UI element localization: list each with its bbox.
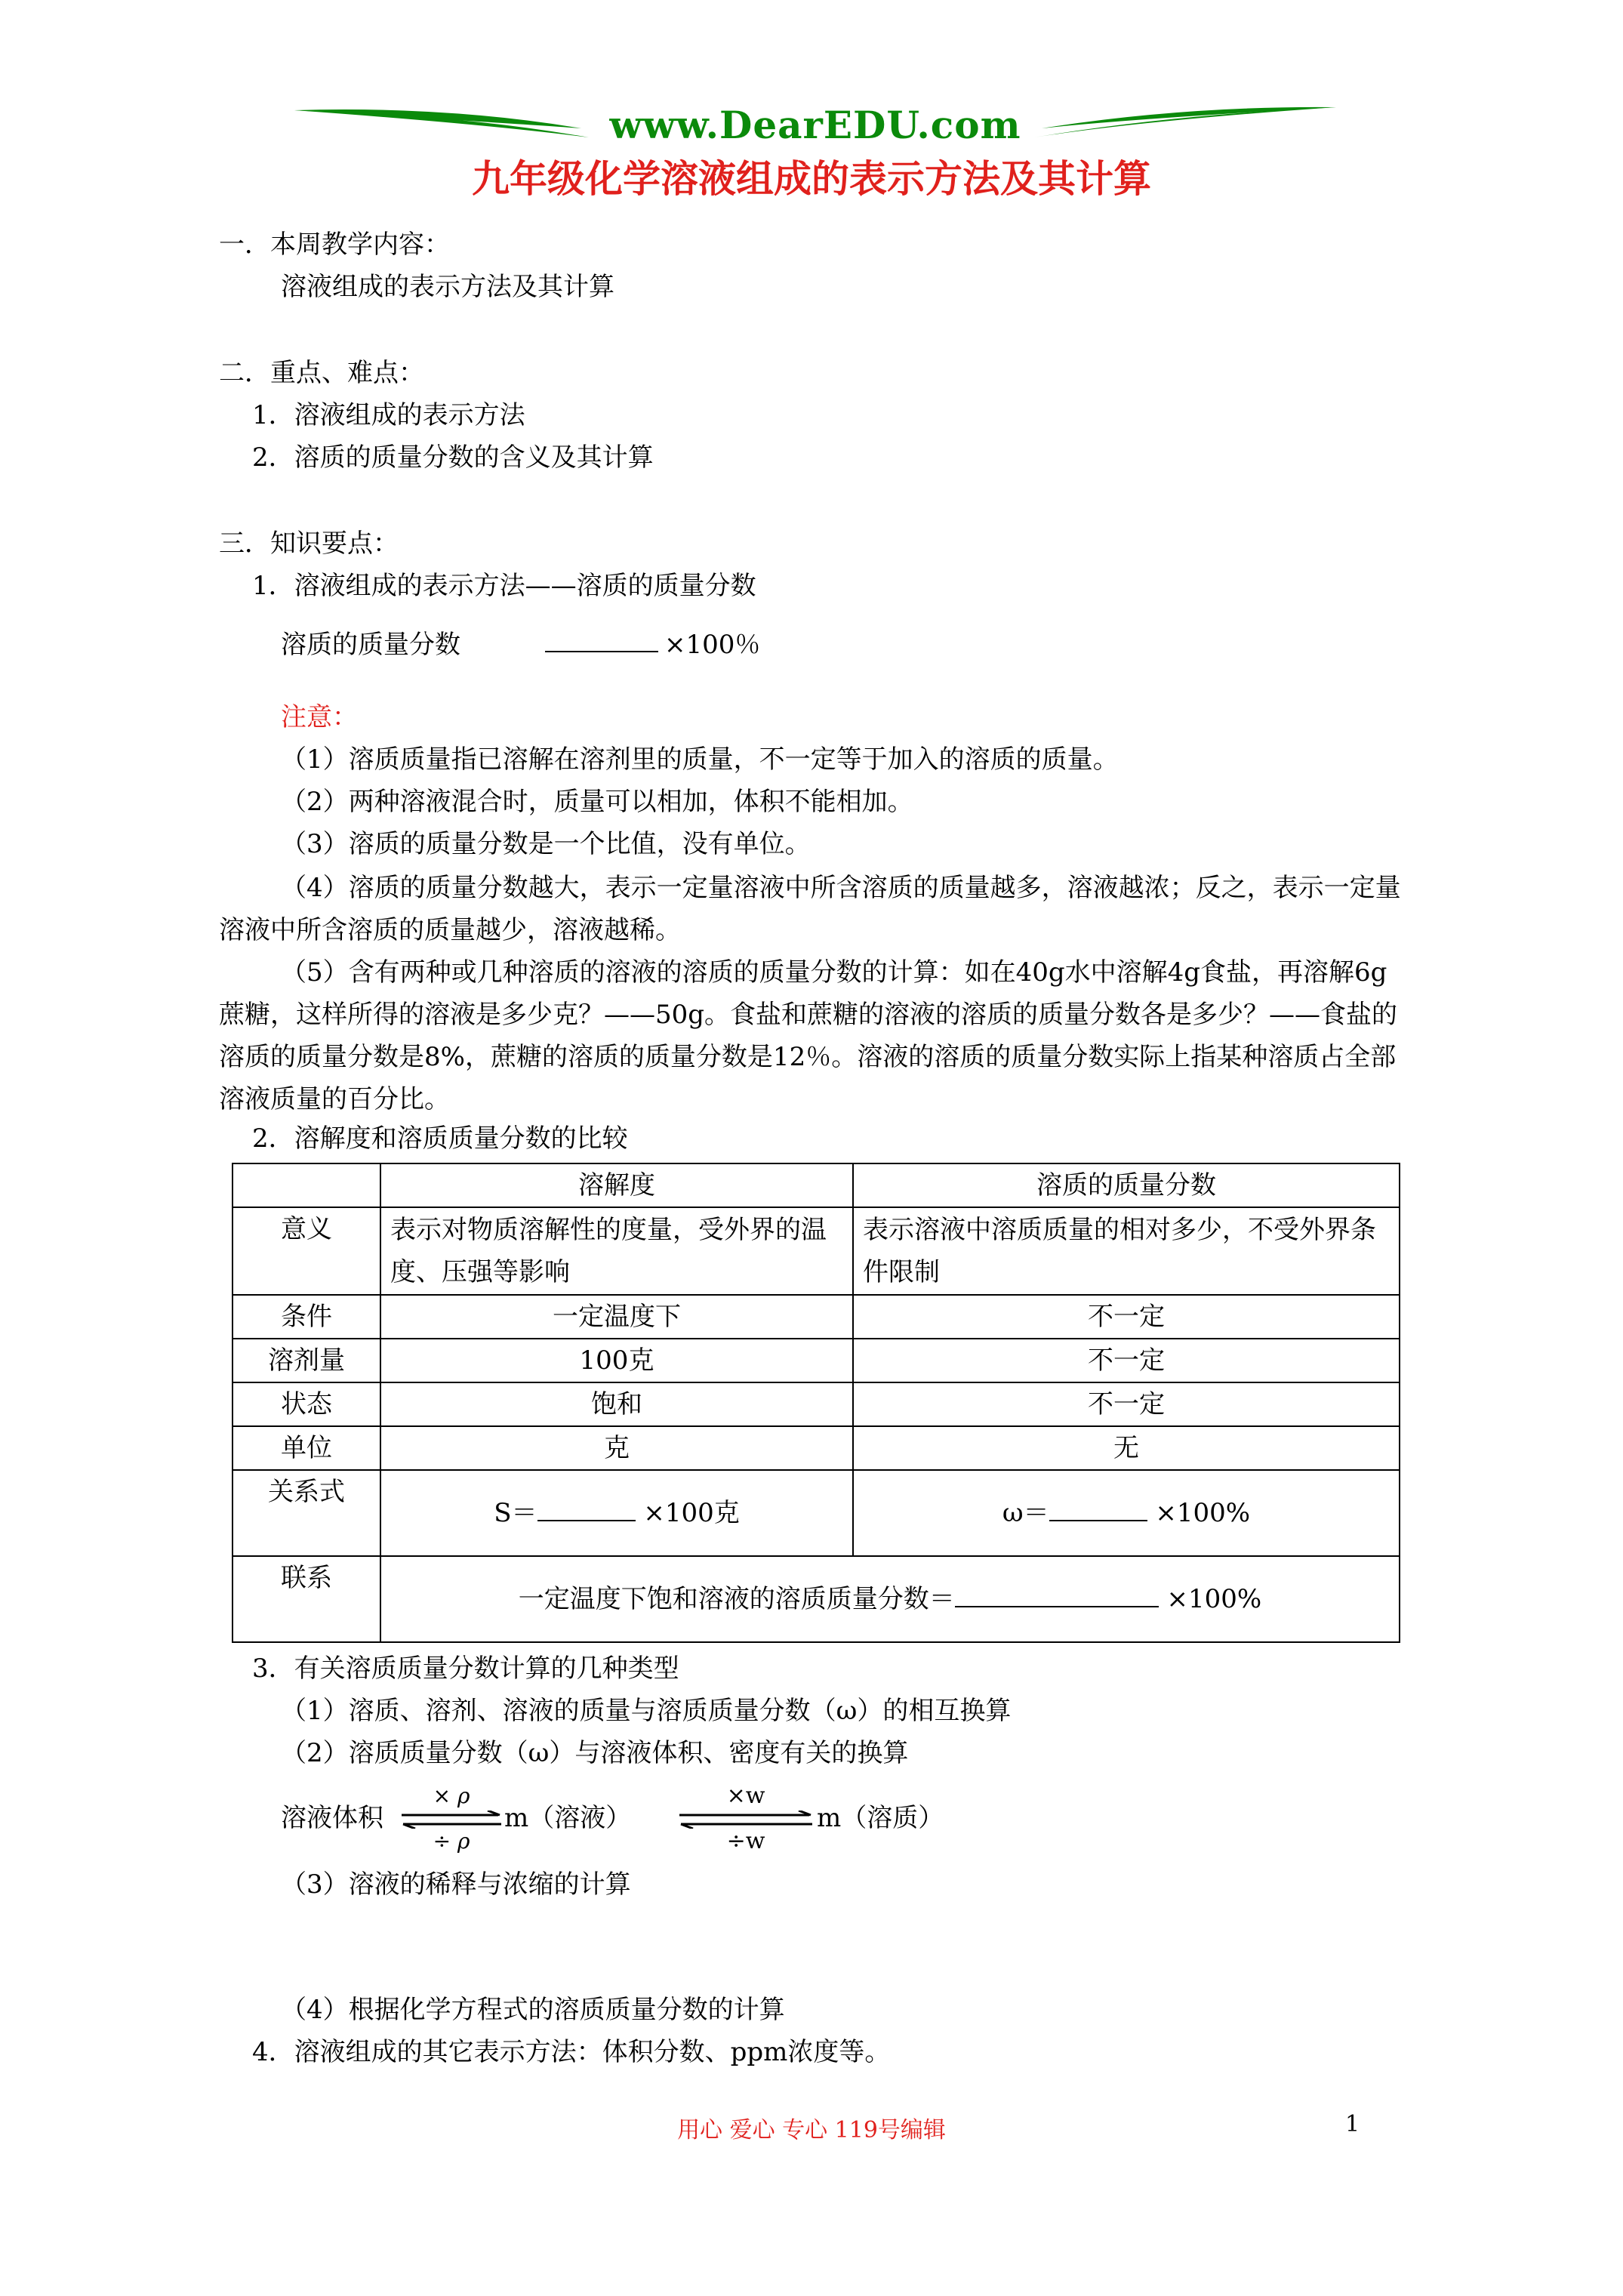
arrow-1-top-label: × ρ [433, 1783, 470, 1808]
link-suffix: ×100% [1166, 1584, 1262, 1614]
table-cell: 不一定 [853, 1295, 1400, 1339]
section-3-item-3: 3．有关溶质质量分数计算的几种类型 [252, 1653, 679, 1684]
conversion-end: m（溶质） [817, 1803, 944, 1833]
arrow-1-bottom-label: ÷ ρ [433, 1829, 470, 1854]
relation-right-cell [853, 1470, 1400, 1556]
arrow-2-top-label: ×w [726, 1783, 765, 1809]
note-2: （2）两种溶液混合时，质量可以相加，体积不能相加。 [281, 787, 913, 817]
table-cell: 溶剂量 [233, 1339, 380, 1382]
table-cell: 单位 [233, 1426, 380, 1470]
section-2-heading: 二．重点、难点： [219, 358, 424, 388]
table-row [233, 1382, 1400, 1426]
table-row [233, 1295, 1400, 1339]
section-1-heading: 一．本周教学内容： [219, 230, 450, 260]
relation-right-blank [1049, 1499, 1147, 1521]
type-2: （2）溶质质量分数（ω）与溶液体积、密度有关的换算 [281, 1738, 909, 1768]
link-cell [380, 1556, 1400, 1642]
link-label: 联系 [233, 1556, 380, 1642]
table-cell: 一定温度下 [380, 1295, 853, 1339]
table-row [233, 1339, 1400, 1382]
section-3-item-1: 1．溶液组成的表示方法——溶质的质量分数 [252, 571, 756, 601]
site-logo-text: www.DearEDU.com [609, 103, 1021, 147]
page-number: 1 [1345, 2111, 1360, 2137]
table-cell: 无 [853, 1426, 1400, 1470]
type-4: （4）根据化学方程式的溶质质量分数的计算 [281, 1995, 785, 2025]
table-row-relation [233, 1470, 1400, 1556]
page-title: 九年级化学溶液组成的表示方法及其计算 [472, 156, 1151, 201]
table-header-cell: 溶质的质量分数 [853, 1163, 1400, 1207]
conversion-arrow-1 [400, 1783, 503, 1856]
note-title: 注意： [281, 702, 358, 732]
page-footer: 用心 爱心 专心 119号编辑 [677, 2117, 946, 2143]
type-1: （1）溶质、溶剂、溶液的质量与溶质质量分数（ω）的相互换算 [281, 1696, 1012, 1726]
link-prefix: 一定温度下饱和溶液的溶质质量分数＝ [518, 1584, 955, 1614]
relation-left-blank [537, 1499, 636, 1521]
link-blank [955, 1585, 1159, 1607]
formula-label: 溶质的质量分数 [281, 630, 460, 660]
relation-label: 关系式 [233, 1470, 380, 1556]
section-1-body: 溶液组成的表示方法及其计算 [281, 272, 614, 302]
arrow-2-bottom-label: ÷w [726, 1828, 765, 1854]
conversion-start: 溶液体积 [281, 1803, 383, 1833]
double-arrow-icon [400, 1811, 503, 1829]
table-row-link [233, 1556, 1400, 1642]
table-cell: 状态 [233, 1382, 380, 1426]
section-2-item-1: 1．溶液组成的表示方法 [252, 400, 525, 430]
relation-left-prefix: S＝ [494, 1498, 537, 1528]
table-cell: 意义 [233, 1207, 380, 1295]
note-1: （1）溶质质量指已溶解在溶剂里的质量，不一定等于加入的溶质的质量。 [281, 744, 1119, 775]
table-cell: 表示对物质溶解性的度量，受外界的温度、压强等影响 [380, 1207, 853, 1295]
relation-left-cell [380, 1470, 853, 1556]
conversion-arrow-2 [678, 1783, 814, 1856]
conversion-mid: m（溶液） [504, 1803, 632, 1833]
site-logo-banner [294, 98, 1336, 159]
comparison-table [232, 1163, 1400, 1643]
table-cell: 条件 [233, 1295, 380, 1339]
note-5: （5）含有两种或几种溶质的溶液的溶质的质量分数的计算：如在40g水中溶解4g食盐，再溶解6g蔗糖，这样所得的溶液是多少克？——50g。食盐和蔗糖的溶液的溶质的质量分数各是多少？——食盐的溶质的质量分数是8%，蔗糖的溶质的质量分数是12％。溶液的溶质的质量分数实际上指某种溶质占全部溶液质量的百分比。 [219, 957, 1398, 1114]
table-row [233, 1207, 1400, 1295]
relation-right-prefix: ω＝ [1002, 1498, 1049, 1528]
table-cell: 饱和 [380, 1382, 853, 1426]
formula-fraction-line [545, 651, 658, 652]
section-3-item-4: 4．溶液组成的其它表示方法：体积分数、ppm浓度等。 [252, 2037, 891, 2067]
table-cell: 100克 [380, 1339, 853, 1382]
table-cell: 不一定 [853, 1339, 1400, 1382]
note-3: （3）溶质的质量分数是一个比值，没有单位。 [281, 829, 811, 859]
type-3: （3）溶液的稀释与浓缩的计算 [281, 1869, 631, 1900]
section-2-item-2: 2．溶质的质量分数的含义及其计算 [252, 442, 654, 473]
section-3-heading: 三．知识要点： [219, 529, 399, 559]
table-header-cell: 溶解度 [380, 1163, 853, 1207]
section-3-item-2: 2．溶解度和溶质质量分数的比较 [252, 1123, 628, 1154]
table-cell: 表示溶液中溶质质量的相对多少，不受外界条件限制 [853, 1207, 1400, 1295]
table-row [233, 1426, 1400, 1470]
table-header-cell [233, 1163, 380, 1207]
relation-right-suffix: ×100% [1155, 1498, 1251, 1528]
relation-left-suffix: ×100克 [643, 1498, 740, 1528]
table-cell: 克 [380, 1426, 853, 1470]
note-4: （4）溶质的质量分数越大，表示一定量溶液中所含溶质的质量越多，溶液越浓；反之，表示一定量溶液中所含溶质的质量越少，溶液越稀。 [219, 873, 1401, 945]
table-cell: 不一定 [853, 1382, 1400, 1426]
formula-suffix: ×100％ [664, 630, 761, 660]
double-arrow-icon [678, 1811, 814, 1829]
table-header-row [233, 1163, 1400, 1207]
